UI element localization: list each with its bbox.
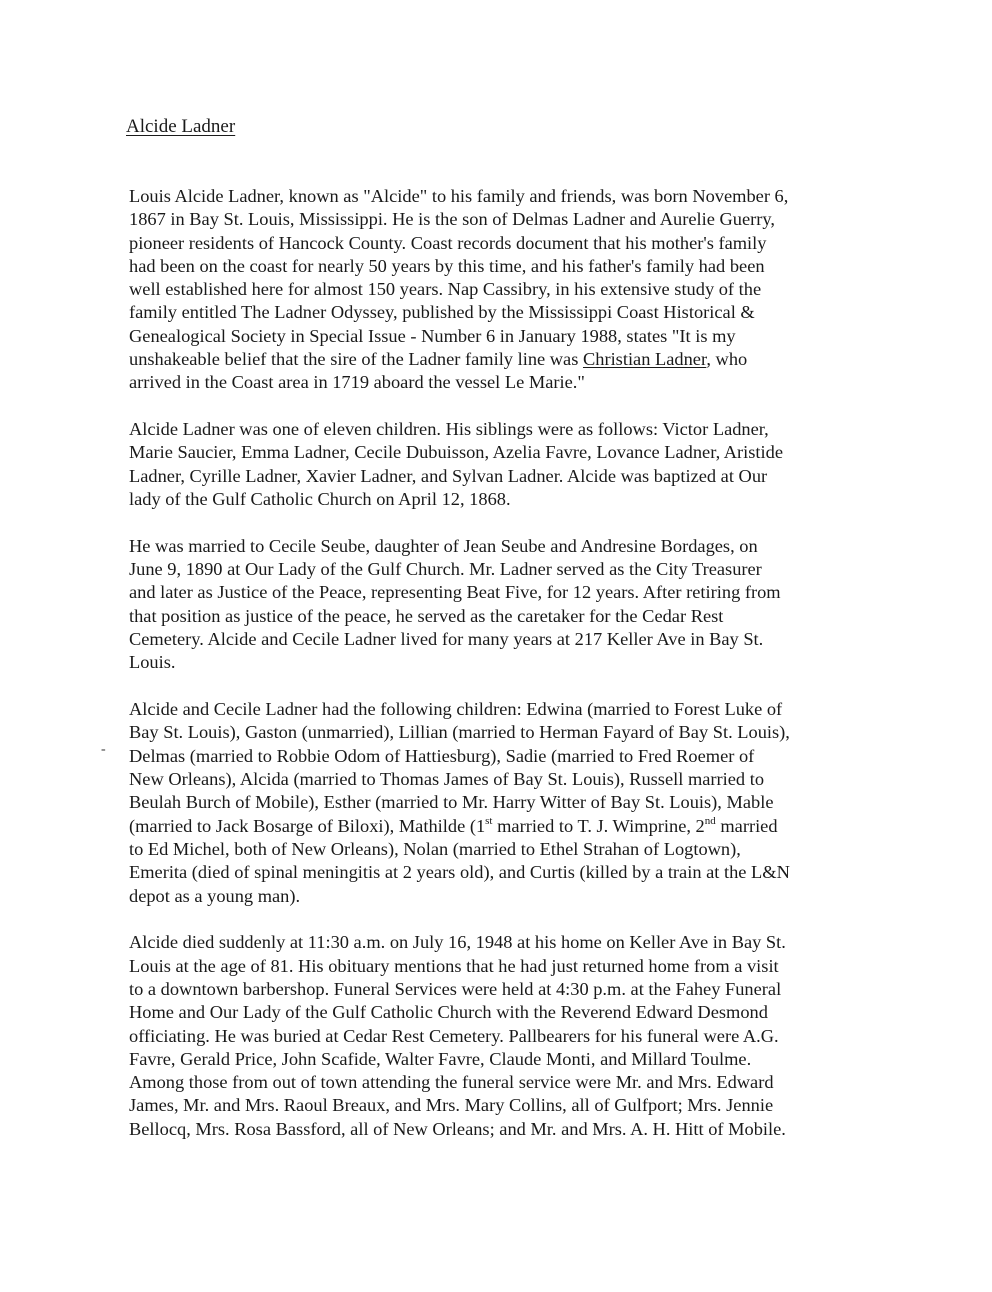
text-line: Marie Saucier, Emma Ladner, Cecile Dubuisson, Azelia Favre, Lovance Ladner, Aristide — [129, 442, 784, 463]
text-line: that position as justice of the peace, he served as the caretaker for the Cedar Rest — [129, 605, 724, 626]
text-line: well established here for almost 150 years. Nap Cassibry, in his extensive study of the — [129, 279, 762, 300]
text-line: Louis at the age of 81. His obituary mentions that he had just returned home from a visit — [129, 955, 779, 976]
document-title: Alcide Ladner — [126, 116, 236, 137]
text-line: June 9, 1890 at Our Lady of the Gulf Church. Mr. Ladner served as the City Treasurer — [129, 559, 762, 580]
text-line: Louis Alcide Ladner, known as "Alcide" to his family and friends, was born November 6, — [129, 186, 789, 206]
text-segment: , who — [706, 349, 748, 370]
underlined-name: Christian Ladner — [582, 349, 707, 370]
text-line: pioneer residents of Hancock County. Coast records document that his mother's family — [129, 232, 767, 253]
margin-mark: - — [101, 742, 106, 757]
text-line — [129, 348, 874, 371]
text-line: family entitled The Ladner Odyssey, published by the Mississippi Coast Historical & — [129, 302, 755, 323]
text-line: Louis. — [129, 652, 176, 673]
text-line: lady of the Gulf Catholic Church on April 12, 1868. — [129, 489, 511, 510]
text-line: New Orleans), Alcida (married to Thomas James of Bay St. Louis), Russell married to — [129, 769, 765, 790]
text-line: Ladner, Cyrille Ladner, Xavier Ladner, and Sylvan Ladner. Alcide was baptized at Our — [129, 465, 768, 486]
ordinal-superscript: st — [485, 814, 493, 827]
text-line: Alcide died suddenly at 11:30 a.m. on July 16, 1948 at his home on Keller Ave in Bay St. — [129, 932, 786, 953]
text-line: Among those from out of town attending the funeral service were Mr. and Mrs. Edward — [129, 1072, 774, 1093]
text-line: had been on the coast for nearly 50 years by this time, and his father's family had been — [129, 255, 765, 276]
document-body — [129, 185, 874, 1141]
text-segment: married to T. J. Wimprine, 2 — [492, 815, 705, 836]
text-line: He was married to Cecile Seube, daughter of Jean Seube and Andresine Bordages, on — [129, 535, 758, 556]
text-segment: married — [715, 815, 778, 836]
paragraph-marriage — [129, 535, 874, 675]
text-line: and later as Justice of the Peace, representing Beat Five, for 12 years. After retiring from — [129, 582, 781, 603]
text-line: Emerita (died of spinal meningitis at 2 years old), and Curtis (killed by a train at the L&N — [129, 862, 790, 883]
text-line: depot as a young man). — [129, 885, 301, 906]
paragraph-children — [129, 698, 874, 908]
text-line: Genealogical Society in Special Issue - Number 6 in January 1988, states "It is my — [129, 325, 736, 346]
text-segment: unshakeable belief that the sire of the Ladner family line was — [129, 349, 583, 370]
text-line: Home and Our Lady of the Gulf Catholic Church with the Reverend Edward Desmond — [129, 1002, 768, 1023]
text-line: Alcide and Cecile Ladner had the following children: Edwina (married to Forest Luke of — [129, 699, 783, 720]
text-line: Alcide Ladner was one of eleven children. His siblings were as follows: Victor Ladner, — [129, 419, 769, 440]
text-line — [129, 815, 874, 838]
paragraph-death — [129, 931, 874, 1141]
text-line: Bay St. Louis), Gaston (unmarried), Lillian (married to Herman Fayard of Bay St. Louis), — [129, 722, 790, 743]
text-line: 1867 in Bay St. Louis, Mississippi. He is the son of Delmas Ladner and Aurelie Guerry, — [129, 209, 775, 230]
paragraph-siblings — [129, 418, 874, 511]
ordinal-superscript: nd — [704, 814, 716, 827]
text-line: Cemetery. Alcide and Cecile Ladner lived for many years at 217 Keller Ave in Bay St. — [129, 629, 764, 650]
text-line: Favre, Gerald Price, John Scafide, Walter Favre, Claude Monti, and Millard Toulme. — [129, 1048, 752, 1069]
text-line: officiating. He was buried at Cedar Rest Cemetery. Pallbearers for his funeral were A.G. — [129, 1025, 779, 1046]
text-line: to Ed Michel, both of New Orleans), Nolan (married to Ethel Strahan of Logtown), — [129, 838, 741, 859]
paragraph-birth — [129, 185, 874, 395]
text-line: Bellocq, Mrs. Rosa Bassford, all of New Orleans; and Mr. and Mrs. A. H. Hitt of Mobile. — [129, 1118, 786, 1139]
text-line: James, Mr. and Mrs. Raoul Breaux, and Mrs. Mary Collins, all of Gulfport; Mrs. Jennie — [129, 1095, 774, 1116]
text-segment: (married to Jack Bosarge of Biloxi), Mathilde (1 — [129, 815, 486, 836]
text-line: to a downtown barbershop. Funeral Services were held at 4:30 p.m. at the Fahey Funeral — [129, 978, 782, 999]
text-line: Delmas (married to Robbie Odom of Hattiesburg), Sadie (married to Fred Roemer of — [129, 745, 755, 766]
text-line: Beulah Burch of Mobile), Esther (married to Mr. Harry Witter of Bay St. Louis), Mable — [129, 792, 774, 813]
text-line: arrived in the Coast area in 1719 aboard the vessel Le Marie." — [129, 372, 585, 393]
